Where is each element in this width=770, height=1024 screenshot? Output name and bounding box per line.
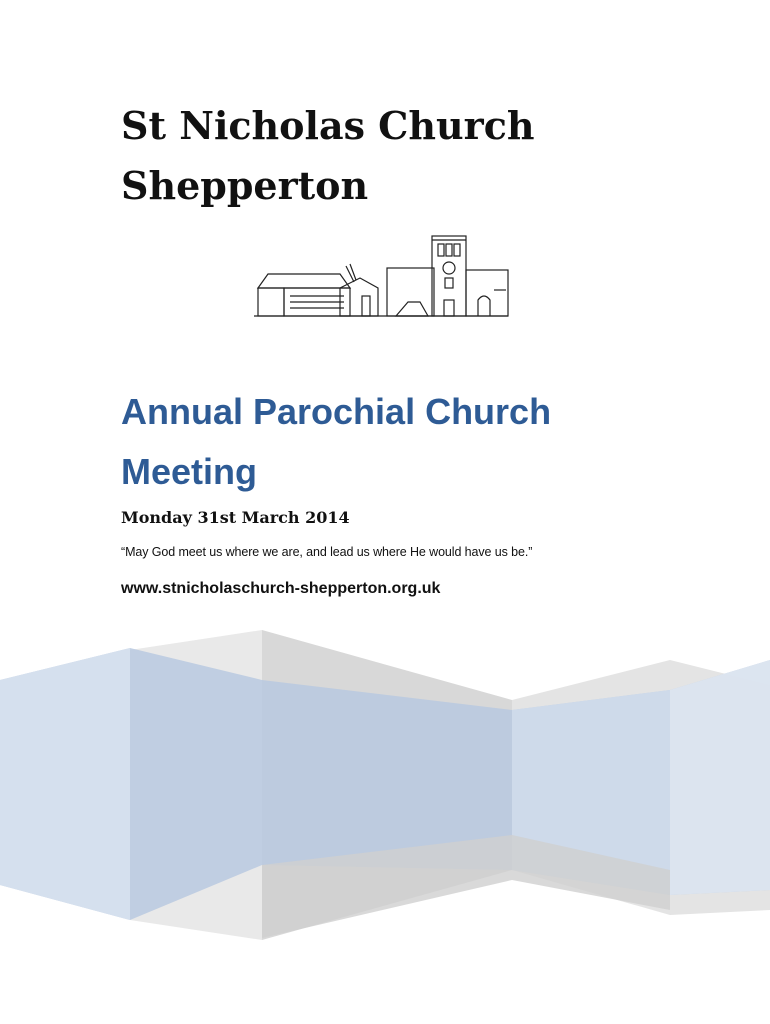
title-line-2: Shepperton	[121, 163, 369, 208]
prayer-quote: “May God meet us where we are, and lead us where He would have us be.”	[121, 545, 533, 559]
website-link[interactable]: www.stnicholaschurch-shepperton.org.uk	[121, 580, 441, 597]
title-line-1: St Nicholas Church	[121, 103, 535, 148]
church-name-title	[121, 96, 534, 216]
meeting-title	[121, 382, 551, 502]
meeting-title-line-1: Annual Parochial Church	[121, 391, 552, 432]
church-building-drawing-icon	[250, 230, 512, 322]
decorative-ribbon-graphic	[0, 620, 770, 950]
meeting-title-line-2: Meeting	[121, 451, 258, 492]
meeting-date: Monday 31st March 2014	[121, 508, 350, 527]
